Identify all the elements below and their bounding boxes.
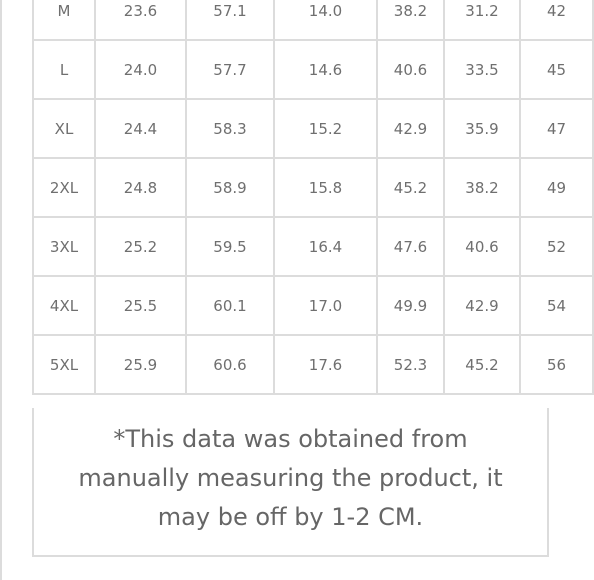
measurement-cell: 17.0 [274, 276, 377, 335]
measurement-cell: 60.6 [186, 335, 274, 394]
measurement-cell: 52.3 [377, 335, 444, 394]
measurement-cell: 45.2 [377, 158, 444, 217]
size-table [32, 0, 594, 395]
measurement-cell: 40.6 [377, 40, 444, 99]
measurement-cell: 16.4 [274, 217, 377, 276]
measurement-cell: 23.6 [95, 0, 186, 40]
measurement-cell: 24.0 [95, 40, 186, 99]
table-row [33, 0, 593, 40]
size-label-cell: 3XL [33, 217, 95, 276]
measurement-cell: 40.6 [444, 217, 520, 276]
table-row [33, 158, 593, 217]
measurement-note-box [32, 408, 549, 557]
measurement-cell: 24.8 [95, 158, 186, 217]
measurement-cell: 57.7 [186, 40, 274, 99]
measurement-cell: 42.9 [444, 276, 520, 335]
measurement-cell: 59.5 [186, 217, 274, 276]
measurement-cell: 42.9 [377, 99, 444, 158]
measurement-note-text: *This data was obtained from manually measuring the product, it may be off by 1-2 CM. [78, 425, 503, 531]
size-label-cell: M [33, 0, 95, 40]
table-row [33, 335, 593, 394]
table-row [33, 40, 593, 99]
measurement-cell: 47 [520, 99, 593, 158]
measurement-cell: 58.3 [186, 99, 274, 158]
measurement-cell: 15.2 [274, 99, 377, 158]
left-border-line [0, 0, 2, 580]
table-row [33, 217, 593, 276]
size-label-cell: XL [33, 99, 95, 158]
measurement-cell: 33.5 [444, 40, 520, 99]
measurement-cell: 45 [520, 40, 593, 99]
measurement-cell: 31.2 [444, 0, 520, 40]
measurement-cell: 14.6 [274, 40, 377, 99]
size-table-body [33, 0, 593, 394]
size-label-cell: 5XL [33, 335, 95, 394]
measurement-cell: 49.9 [377, 276, 444, 335]
measurement-cell: 14.0 [274, 0, 377, 40]
measurement-cell: 25.9 [95, 335, 186, 394]
table-row [33, 99, 593, 158]
size-label-cell: 4XL [33, 276, 95, 335]
measurement-cell: 25.2 [95, 217, 186, 276]
measurement-cell: 17.6 [274, 335, 377, 394]
measurement-cell: 45.2 [444, 335, 520, 394]
measurement-cell: 24.4 [95, 99, 186, 158]
measurement-cell: 54 [520, 276, 593, 335]
size-table-container [32, 0, 567, 410]
measurement-cell: 60.1 [186, 276, 274, 335]
measurement-cell: 58.9 [186, 158, 274, 217]
measurement-cell: 52 [520, 217, 593, 276]
measurement-cell: 38.2 [377, 0, 444, 40]
size-label-cell: 2XL [33, 158, 95, 217]
table-row [33, 276, 593, 335]
measurement-cell: 15.8 [274, 158, 377, 217]
measurement-cell: 42 [520, 0, 593, 40]
measurement-cell: 47.6 [377, 217, 444, 276]
measurement-cell: 35.9 [444, 99, 520, 158]
measurement-cell: 25.5 [95, 276, 186, 335]
size-label-cell: L [33, 40, 95, 99]
measurement-cell: 38.2 [444, 158, 520, 217]
measurement-cell: 49 [520, 158, 593, 217]
measurement-cell: 56 [520, 335, 593, 394]
measurement-cell: 57.1 [186, 0, 274, 40]
